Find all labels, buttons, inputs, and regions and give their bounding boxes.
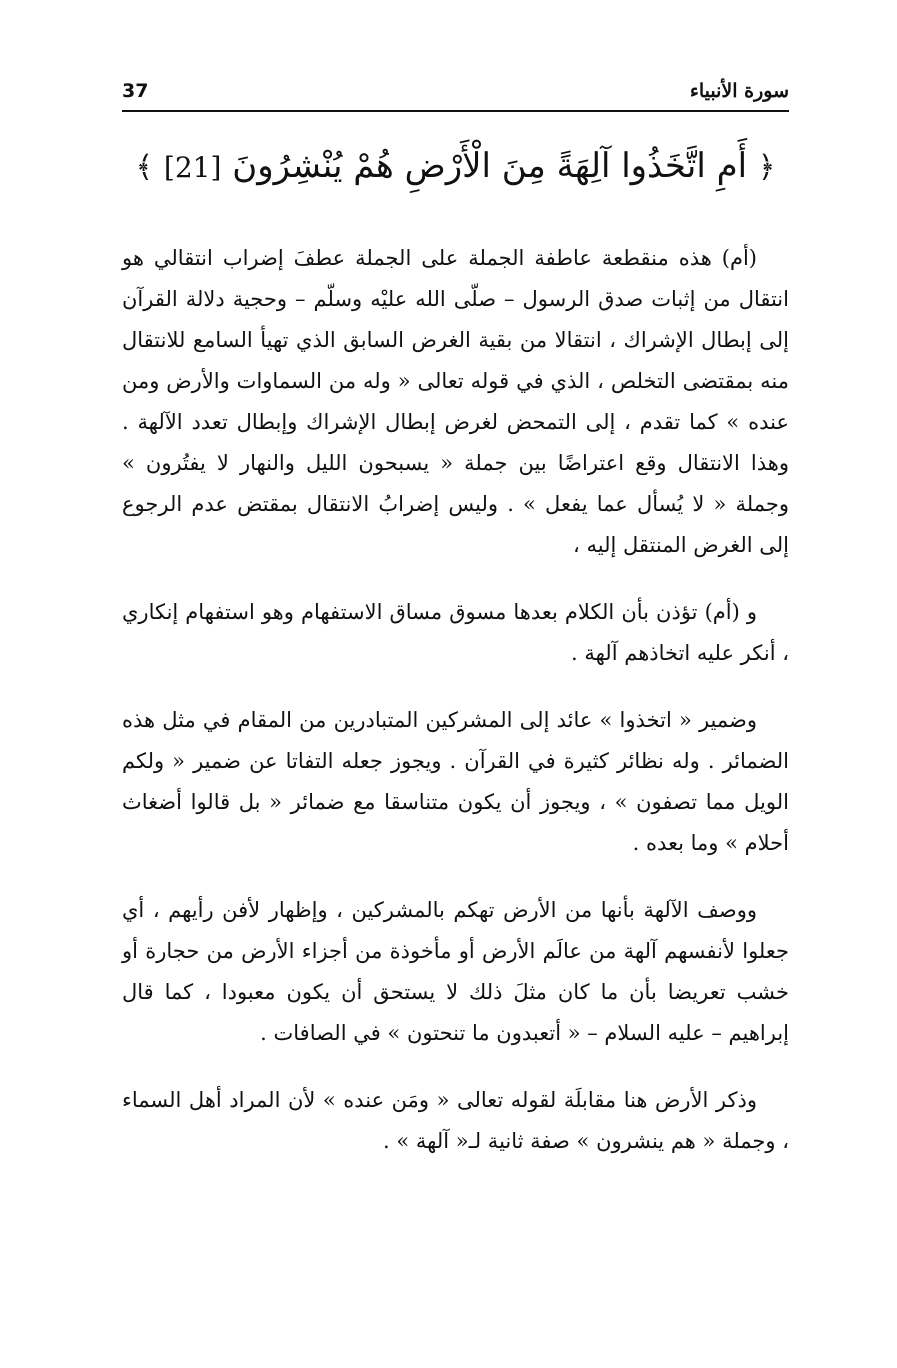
paragraph: (أم) هذه منقطعة عاطفة الجملة على الجملة عطفَ إضراب انتقالي هو انتقال من إثبات صدق الرسول – صلّى الله عليْه وسلّم – وحجية دلالة القرآن إلى إبطال الإشراك ، انتقالا من بقية الغرض السابق الذي تهيأ السامع للانتقال منه بمقتضى التخلص ، الذي في قوله تعالى « وله من السماوات والأرض ومن عنده » كما تقدم ، إلى التمحض لغرض إبطال الإشراك وإبطال تعدد الآلهة . وهذا الانتقال وقع اعتراضًا بين جملة « يسبحون الليل والنهار لا يفتُرون » وجملة « لا يُسأل عما يفعل » . وليس إضرابُ الانتقال بمقتض عدم الرجوع إلى الغرض المنتقل إليه ، [122,246,790,557]
verse-close-ornament: ﴾ [135,150,154,185]
quran-verse [122,138,789,194]
paragraph: وذكر الأرض هنا مقابلَة لقوله تعالى « ومَن عنده » لأن المراد أهل السماء ، وجملة « هم ينشرون » صفة ثانية لـ« آلهة » . [122,1088,789,1153]
page-header [122,78,789,112]
commentary-body [122,238,789,1188]
verse-text: أَمِ اتَّخَذُوا آلِهَةً مِنَ الْأَرْضِ هُمْ يُنْشِرُونَ [232,146,748,186]
paragraph: ووصف الآلهة بأنها من الأرض تهكم بالمشركين ، وإظهار لأفن رأيهم ، أي جعلوا لأنفسهم آلهة من عالَم الأرض أو مأخوذة من أجزاء الأرض من حجارة أو خشب تعريضا بأن ما كان مثلَ ذلك لا يستحق أن يكون معبودا ، كما قال إبراهيم – عليه السلام – « أتعبدون ما تنحتون » في الصافات . [122,898,789,1045]
surah-title: سورة الأنبياء [689,80,789,102]
verse-number: [21] [163,151,222,184]
page-number: 37 [122,80,149,102]
paragraph: و (أم) تؤذن بأن الكلام بعدها مسوق مساق الاستفهام وهو استفهام إنكاري ، أنكر عليه اتخاذهم آلهة . [122,600,789,665]
verse-open-ornament: ﴿ [757,150,776,185]
paragraph: وضمير « اتخذوا » عائد إلى المشركين المتبادرين من المقام في مثل هذه الضمائر . وله نظائر كثيرة في القرآن . ويجوز جعله التفاتا عن ضمير « ولكم الويل مما تصفون » ، ويجوز أن يكون متناسقا مع ضمائر « بل قالوا أضغاث أحلام » وما بعده . [122,708,789,855]
